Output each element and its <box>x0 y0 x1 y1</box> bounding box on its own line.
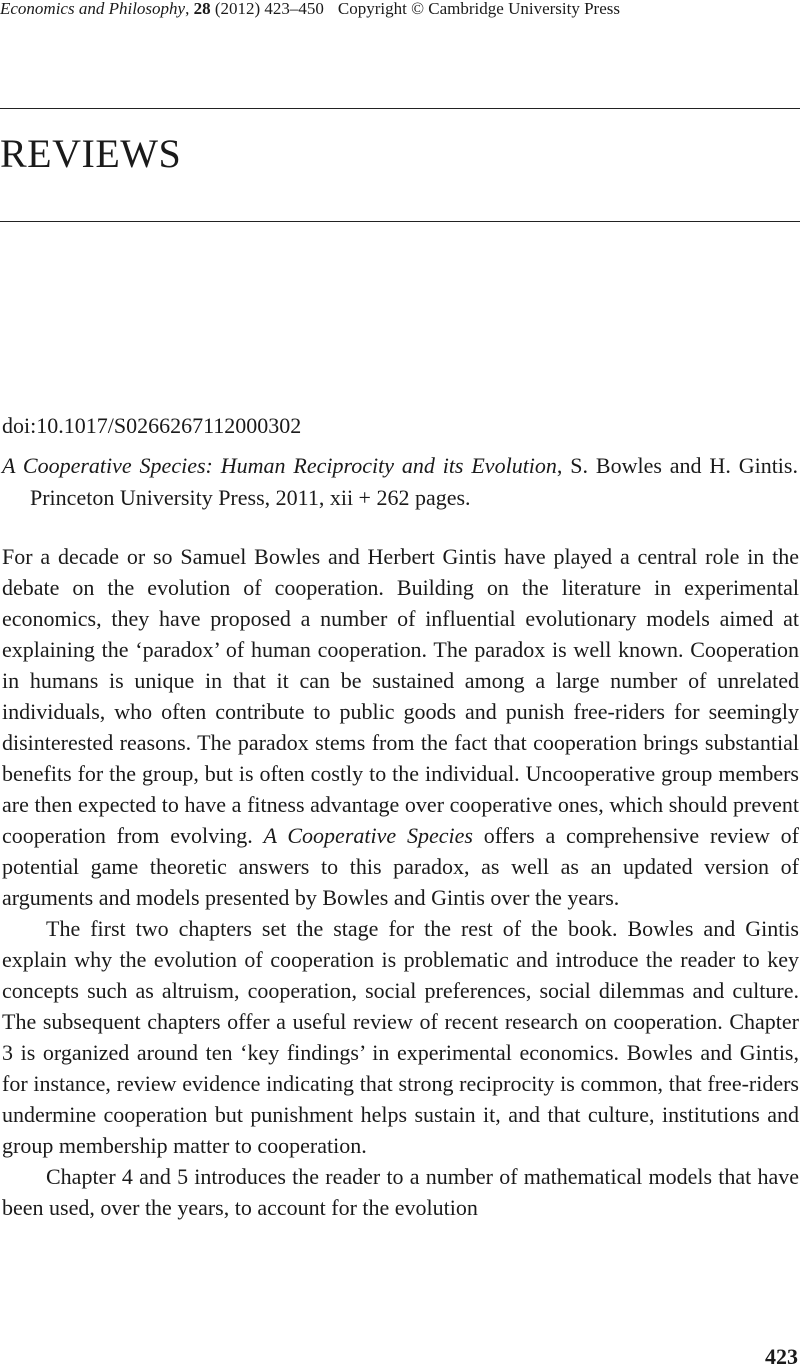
paragraph-1-part-a: For a decade or so Samuel Bowles and Herbert Gintis have played a central role in the debate on the evolution of cooperation. Building on the literature in experimental economics, they have proposed a number of influential evolutionary models aimed at explaining the ‘paradox’ of human cooperation. The paradox is well known. Cooperation in humans is unique in that it can be sustained among a large number of unrelated individuals, who often contribute to public goods and punish free-riders for seemingly disinterested reasons. The paradox stems from the fact that cooperation brings substantial benefits for the group, but is often costly to the individual. Uncooperative group members are then expected to have a fitness advantage over cooperative ones, which should prevent cooperation from evolving. <box>2 544 799 848</box>
running-head: Economics and Philosophy, 28 (2012) 423–450 Copyright © Cambridge University Press <box>0 0 620 18</box>
volume-number: 28 <box>193 0 211 18</box>
book-details: , S. Bowles and H. Gintis. Princeton University Press, 2011, xii + 262 pages. <box>30 453 798 510</box>
review-body <box>2 541 799 1223</box>
bottom-rule <box>0 221 800 222</box>
paragraph-2: The first two chapters set the stage for the rest of the book. Bowles and Gintis explain why the evolution of cooperation is problematic and introduce the reader to key concepts such as altruism, cooperation, social preferences, social dilemmas and culture. The subsequent chapters offer a useful review of recent research on cooperation. Chapter 3 is organized around ten ‘key findings’ in experimental economics. Bowles and Gintis, for instance, review evidence indicating that strong reciprocity is common, that free-riders undermine cooperation but punishment helps sustain it, and that culture, institutions and group membership matter to cooperation. <box>2 916 799 1158</box>
page-number: 423 <box>765 1344 798 1369</box>
doi-link[interactable]: doi:10.1017/S0266267112000302 <box>2 413 302 438</box>
paragraph-1-book-title: A Cooperative Species <box>263 823 473 848</box>
book-citation <box>2 450 798 514</box>
book-title: A Cooperative Species: Human Reciprocity and its Evolution <box>2 453 557 478</box>
copyright-notice: Copyright © Cambridge University Press <box>337 0 620 18</box>
paragraph-1-part-b: offers a comprehensive review of potential game theoretic answers to this paradox, as well as an updated version of arguments and models presented by Bowles and Gintis over the years. <box>2 823 799 910</box>
paragraph-1 <box>2 541 799 913</box>
top-rule <box>0 108 800 109</box>
paragraph-3: Chapter 4 and 5 introduces the reader to a number of mathematical models that have been used, over the years, to account for the evolution <box>2 1164 799 1220</box>
year-pages: (2012) 423–450 <box>214 0 324 18</box>
journal-name: Economics and Philosophy <box>0 0 186 18</box>
section-title: REVIEWS <box>0 131 182 176</box>
